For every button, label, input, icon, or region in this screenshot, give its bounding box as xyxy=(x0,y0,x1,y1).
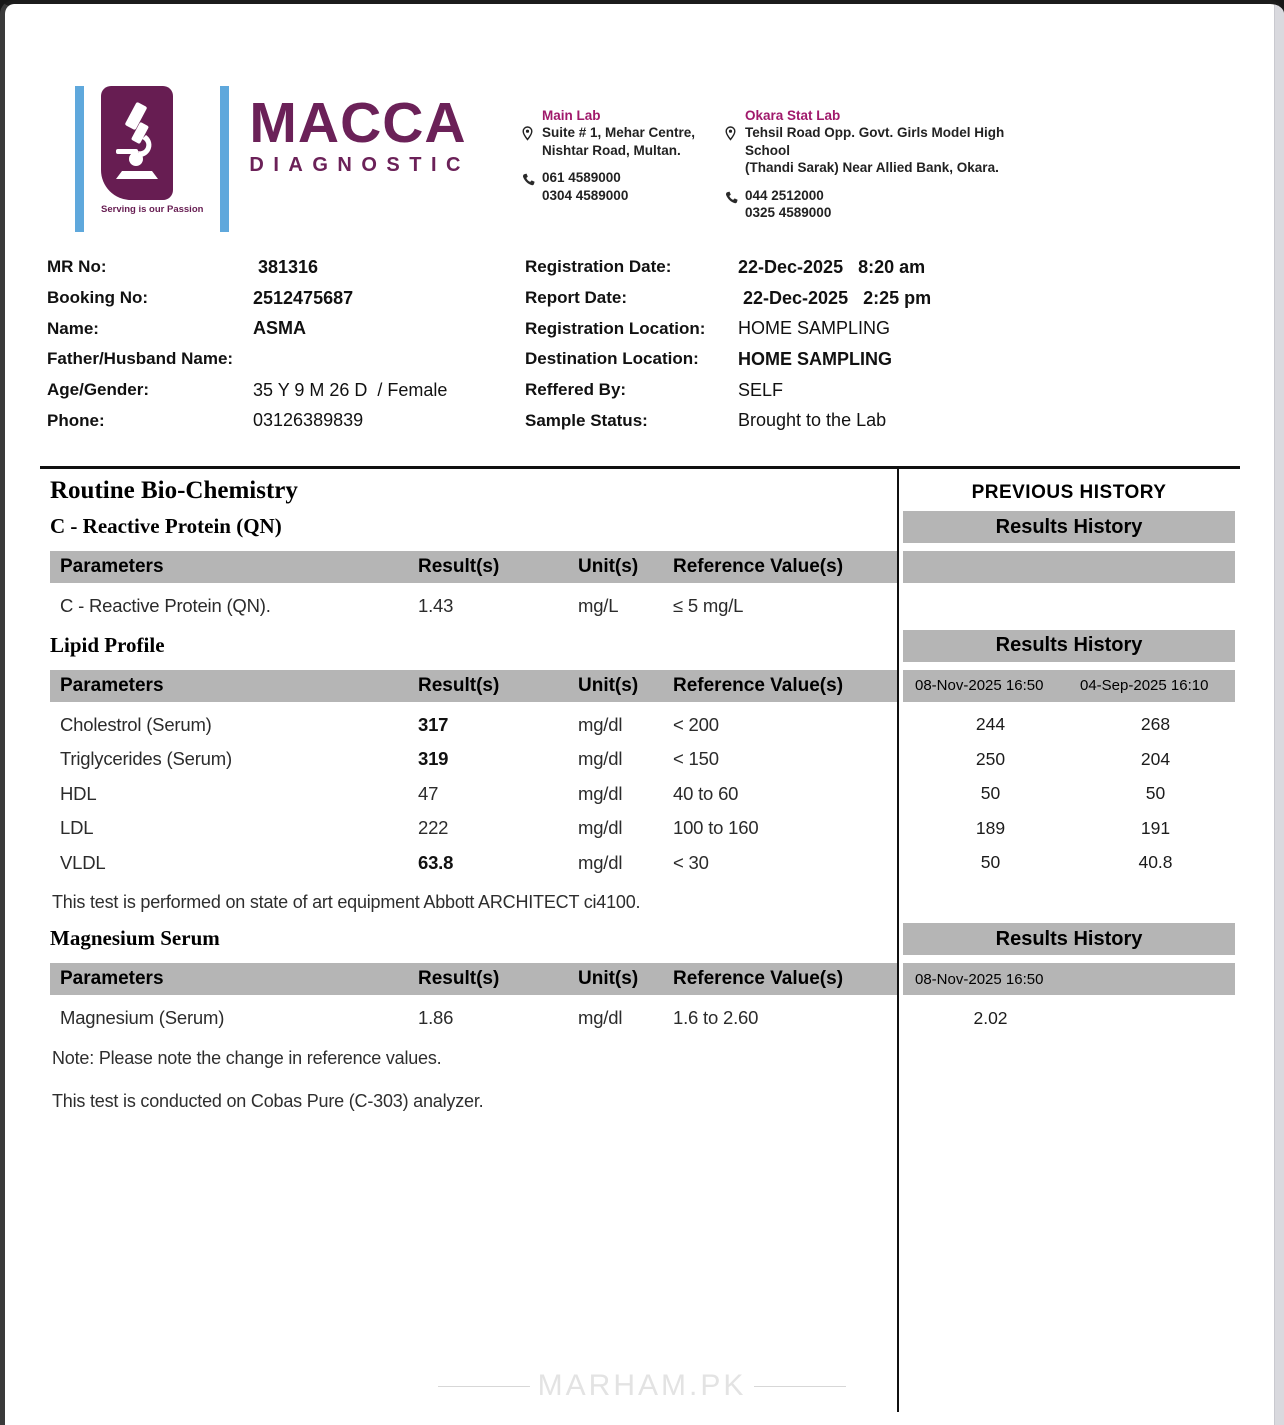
history-value: 250 xyxy=(975,748,1006,769)
column-header-label: Unit(s) xyxy=(578,556,639,577)
results-history-bar: Results History xyxy=(903,923,1235,955)
history-row xyxy=(898,846,1240,881)
column-header-label: Reference Value(s) xyxy=(673,968,844,989)
section-title: Magnesium Serum xyxy=(50,926,220,950)
history-value: 50 xyxy=(980,852,1001,873)
table-row xyxy=(40,811,898,846)
history-dates-band xyxy=(903,551,1235,583)
history-row-cells xyxy=(903,777,1235,812)
lab-location-address-text xyxy=(542,124,695,159)
reference-cell: < 30 xyxy=(673,851,709,873)
results-history-cell xyxy=(898,624,1240,668)
reference-cell: < 150 xyxy=(673,748,719,770)
lab-header xyxy=(5,4,1284,236)
column-header-label: Unit(s) xyxy=(578,968,639,989)
phone-icon xyxy=(522,169,542,204)
history-date: 08-Nov-2025 16:50 xyxy=(915,970,1044,988)
unit-cell: mg/dl xyxy=(578,851,623,873)
history-date: 04-Sep-2025 16:10 xyxy=(1080,677,1209,694)
history-divider-line xyxy=(897,469,899,1412)
patient-field-row xyxy=(525,313,1264,344)
history-row-cells xyxy=(903,846,1235,881)
report-group-title: Routine Bio-Chemistry xyxy=(50,477,298,504)
table-row xyxy=(40,583,898,624)
watermark-line-left xyxy=(438,1386,530,1387)
results-history-cell xyxy=(898,917,1240,961)
report-grid xyxy=(40,469,1240,1116)
parameter-cell: VLDL xyxy=(60,851,106,873)
patient-field-value: 381316 xyxy=(253,256,319,277)
results-history-bar: Results History xyxy=(903,630,1235,662)
section-title-cell xyxy=(40,624,898,668)
patient-field-label: Phone: xyxy=(47,410,105,430)
column-header-label: Result(s) xyxy=(418,556,500,577)
address-line: (Thandi Sarak) Near Allied Bank, Okara. xyxy=(744,160,999,176)
history-value: 40.8 xyxy=(1138,852,1173,873)
history-spacer xyxy=(898,1036,1240,1073)
logo-tagline: Serving is our Passion xyxy=(101,204,204,215)
result-cell: 1.43 xyxy=(418,595,454,617)
history-date: 08-Nov-2025 16:50 xyxy=(915,677,1044,694)
patient-right xyxy=(525,252,1264,436)
logo-left-bar xyxy=(75,86,84,232)
patient-field-label: MR No: xyxy=(47,257,107,277)
phone-number: 0325 4589000 xyxy=(744,205,832,221)
lab-locations xyxy=(522,108,1035,222)
section-title: Lipid Profile xyxy=(50,632,165,657)
column-header-label: Result(s) xyxy=(418,674,500,696)
lab-location-phone-numbers xyxy=(745,187,831,222)
location-pin-icon xyxy=(522,124,542,159)
result-cell: 1.86 xyxy=(418,1007,454,1029)
column-header-label: Unit(s) xyxy=(578,674,639,696)
patient-field-row xyxy=(525,405,1264,436)
logo xyxy=(75,86,470,232)
patient-field-value: 22-Dec-2025 8:20 am xyxy=(738,256,926,277)
section-title: C - Reactive Protein (QN) xyxy=(50,514,282,538)
column-header-label: Parameters xyxy=(60,674,164,696)
unit-cell: mg/dl xyxy=(578,713,623,735)
table-row-cells xyxy=(50,742,898,777)
history-value: 50 xyxy=(980,783,1001,804)
history-row xyxy=(898,583,1240,624)
previous-history-header xyxy=(898,469,1240,505)
column-header-label: Reference Value(s) xyxy=(673,674,844,696)
history-row-cells xyxy=(903,811,1235,846)
section-title-cell xyxy=(40,505,898,549)
patient-field-value: ASMA xyxy=(253,318,306,339)
history-value: 189 xyxy=(975,817,1006,838)
history-spacer xyxy=(898,880,1240,917)
brand-name: MACCA xyxy=(249,91,467,155)
column-header-band xyxy=(50,670,898,702)
reference-cell: 40 to 60 xyxy=(673,782,739,804)
results-history-cell xyxy=(898,505,1240,549)
parameter-cell: LDL xyxy=(60,817,94,839)
unit-cell: mg/dl xyxy=(578,1007,623,1029)
column-header-cell xyxy=(40,963,898,995)
unit-cell: mg/L xyxy=(578,595,619,617)
brand-subtitle: DIAGNOSTIC xyxy=(249,154,470,177)
lab-location-name: Main Lab xyxy=(541,108,601,123)
parameter-cell: Triglycerides (Serum) xyxy=(60,748,232,770)
history-row xyxy=(898,995,1240,1036)
patient-field-value: 03126389839 xyxy=(253,410,364,431)
patient-field-label: Destination Location: xyxy=(525,349,699,369)
patient-field-label: Father/Husband Name: xyxy=(47,349,234,369)
brand-block xyxy=(249,91,470,177)
reference-cell: < 200 xyxy=(673,713,719,735)
section-note: This test is conducted on Cobas Pure (C-303) analyzer. xyxy=(52,1090,484,1111)
patient-field-label: Age/Gender: xyxy=(47,380,150,400)
patient-field-row xyxy=(47,252,525,283)
logo-right-bar xyxy=(220,86,229,232)
section-note: This test is performed on state of art equipment Abbott ARCHITECT ci4100. xyxy=(52,892,641,912)
column-header-band xyxy=(50,963,898,995)
result-cell: 317 xyxy=(418,713,449,735)
patient-field-label: Registration Location: xyxy=(525,318,706,338)
parameter-cell: Magnesium (Serum) xyxy=(60,1007,225,1029)
patient-field-row xyxy=(47,283,525,314)
patient-field-label: Reffered By: xyxy=(525,380,627,400)
patient-field-row xyxy=(47,375,525,406)
history-row xyxy=(898,777,1240,812)
patient-field-value: 22-Dec-2025 2:25 pm xyxy=(738,287,932,308)
reference-cell: 1.6 to 2.60 xyxy=(673,1007,759,1029)
patient-field-label: Sample Status: xyxy=(525,410,648,430)
result-cell: 222 xyxy=(418,817,449,839)
section-note: Note: Please note the change in reference values. xyxy=(52,1047,442,1068)
history-row xyxy=(898,811,1240,846)
patient-left xyxy=(47,252,525,436)
column-header-cell xyxy=(40,670,898,702)
logo-art xyxy=(101,86,203,215)
history-dates-cell xyxy=(898,551,1240,583)
history-row xyxy=(898,702,1240,743)
patient-field-row xyxy=(525,283,1264,314)
patient-field-row xyxy=(525,344,1264,375)
lab-location-address xyxy=(725,124,1035,177)
patient-info xyxy=(5,236,1284,436)
lab-location xyxy=(522,108,697,222)
patient-field-label: Report Date: xyxy=(525,288,628,307)
scrollbar-track[interactable] xyxy=(1274,4,1284,1425)
watermark xyxy=(5,1356,1279,1416)
patient-field-row xyxy=(47,313,525,344)
patient-field-row xyxy=(47,344,525,375)
unit-cell: mg/dl xyxy=(578,748,623,770)
history-dates-band xyxy=(903,670,1235,702)
history-value: 244 xyxy=(975,714,1006,735)
result-cell: 47 xyxy=(418,782,439,804)
table-row-cells xyxy=(50,777,898,812)
parameter-cell: HDL xyxy=(60,782,97,804)
history-value: 191 xyxy=(1140,817,1171,838)
patient-field-label: Registration Date: xyxy=(525,257,672,277)
history-row-cells xyxy=(903,708,1235,743)
patient-field-label: Name: xyxy=(47,318,99,338)
address-line: Nishtar Road, Multan. xyxy=(541,142,681,158)
column-header-label: Result(s) xyxy=(418,968,500,989)
report-box xyxy=(40,466,1240,1412)
history-row-cells xyxy=(903,589,1235,624)
table-row xyxy=(40,995,898,1036)
section-title-cell xyxy=(40,917,898,961)
lab-location xyxy=(725,108,1035,222)
table-row-cells xyxy=(50,589,898,624)
lab-location-address xyxy=(522,124,697,159)
table-row-cells xyxy=(50,846,898,881)
address-line: Tehsil Road Opp. Govt. Girls Model High School xyxy=(744,125,1005,158)
column-header-band xyxy=(50,551,898,583)
patient-field-row xyxy=(525,375,1264,406)
table-row xyxy=(40,777,898,812)
patient-field-value: SELF xyxy=(738,379,784,400)
history-dates-cell xyxy=(898,963,1240,995)
column-header-label: Reference Value(s) xyxy=(673,556,844,577)
lab-location-phones xyxy=(522,169,697,204)
phone-number: 0304 4589000 xyxy=(541,187,629,203)
result-cell: 319 xyxy=(418,748,449,770)
history-value: 50 xyxy=(1145,783,1166,804)
history-dates-band xyxy=(903,963,1235,995)
results-history-bar: Results History xyxy=(903,511,1235,543)
phone-number: 061 4589000 xyxy=(541,170,621,186)
lab-location-name: Okara Stat Lab xyxy=(744,108,841,123)
table-row-cells xyxy=(50,811,898,846)
column-header-label: Parameters xyxy=(60,556,164,577)
location-pin-icon xyxy=(725,124,745,177)
watermark-text: MARHAM.PK xyxy=(537,1369,747,1402)
table-row xyxy=(40,742,898,777)
table-row xyxy=(40,702,898,743)
patient-field-row xyxy=(525,252,1264,283)
watermark-line-right xyxy=(754,1386,846,1387)
unit-cell: mg/dl xyxy=(578,782,623,804)
history-row xyxy=(898,742,1240,777)
patient-field-row xyxy=(47,405,525,436)
history-value: 204 xyxy=(1140,748,1171,769)
patient-field-label: Booking No: xyxy=(47,288,149,307)
parameter-cell: C - Reactive Protein (QN). xyxy=(60,595,271,617)
table-row-cells xyxy=(50,1001,898,1036)
previous-history-title: PREVIOUS HISTORY xyxy=(971,482,1167,503)
phone-number: 044 2512000 xyxy=(744,187,824,203)
result-cell: 63.8 xyxy=(418,851,454,873)
column-header-label: Parameters xyxy=(60,968,164,989)
patient-field-value: HOME SAMPLING xyxy=(738,318,891,339)
unit-cell: mg/dl xyxy=(578,817,623,839)
history-dates-cell xyxy=(898,670,1240,702)
address-line: Suite # 1, Mehar Centre, xyxy=(541,125,696,140)
patient-field-value: 2512475687 xyxy=(253,287,354,308)
history-spacer xyxy=(898,1073,1240,1116)
patient-field-value: HOME SAMPLING xyxy=(738,348,893,369)
history-row-cells xyxy=(903,742,1235,777)
lab-location-phone-numbers xyxy=(542,169,628,204)
history-value: 2.02 xyxy=(973,1007,1008,1028)
history-row-cells xyxy=(903,1001,1235,1036)
history-value: 268 xyxy=(1140,714,1171,735)
patient-field-value: 35 Y 9 M 26 D / Female xyxy=(253,379,448,400)
parameter-cell: Cholestrol (Serum) xyxy=(60,713,212,735)
column-header-cell xyxy=(40,551,898,583)
microscope-logo-box xyxy=(101,86,173,200)
reference-cell: ≤ 5 mg/L xyxy=(673,595,744,617)
lab-location-address-text xyxy=(745,124,1035,177)
reference-cell: 100 to 160 xyxy=(673,817,759,839)
report-group-header xyxy=(40,469,898,505)
phone-icon xyxy=(725,187,745,222)
table-row-cells xyxy=(50,708,898,743)
microscope-icon xyxy=(112,101,162,185)
patient-field-value: Brought to the Lab xyxy=(738,410,887,431)
table-row xyxy=(40,846,898,881)
lab-location-phones xyxy=(725,187,1035,222)
